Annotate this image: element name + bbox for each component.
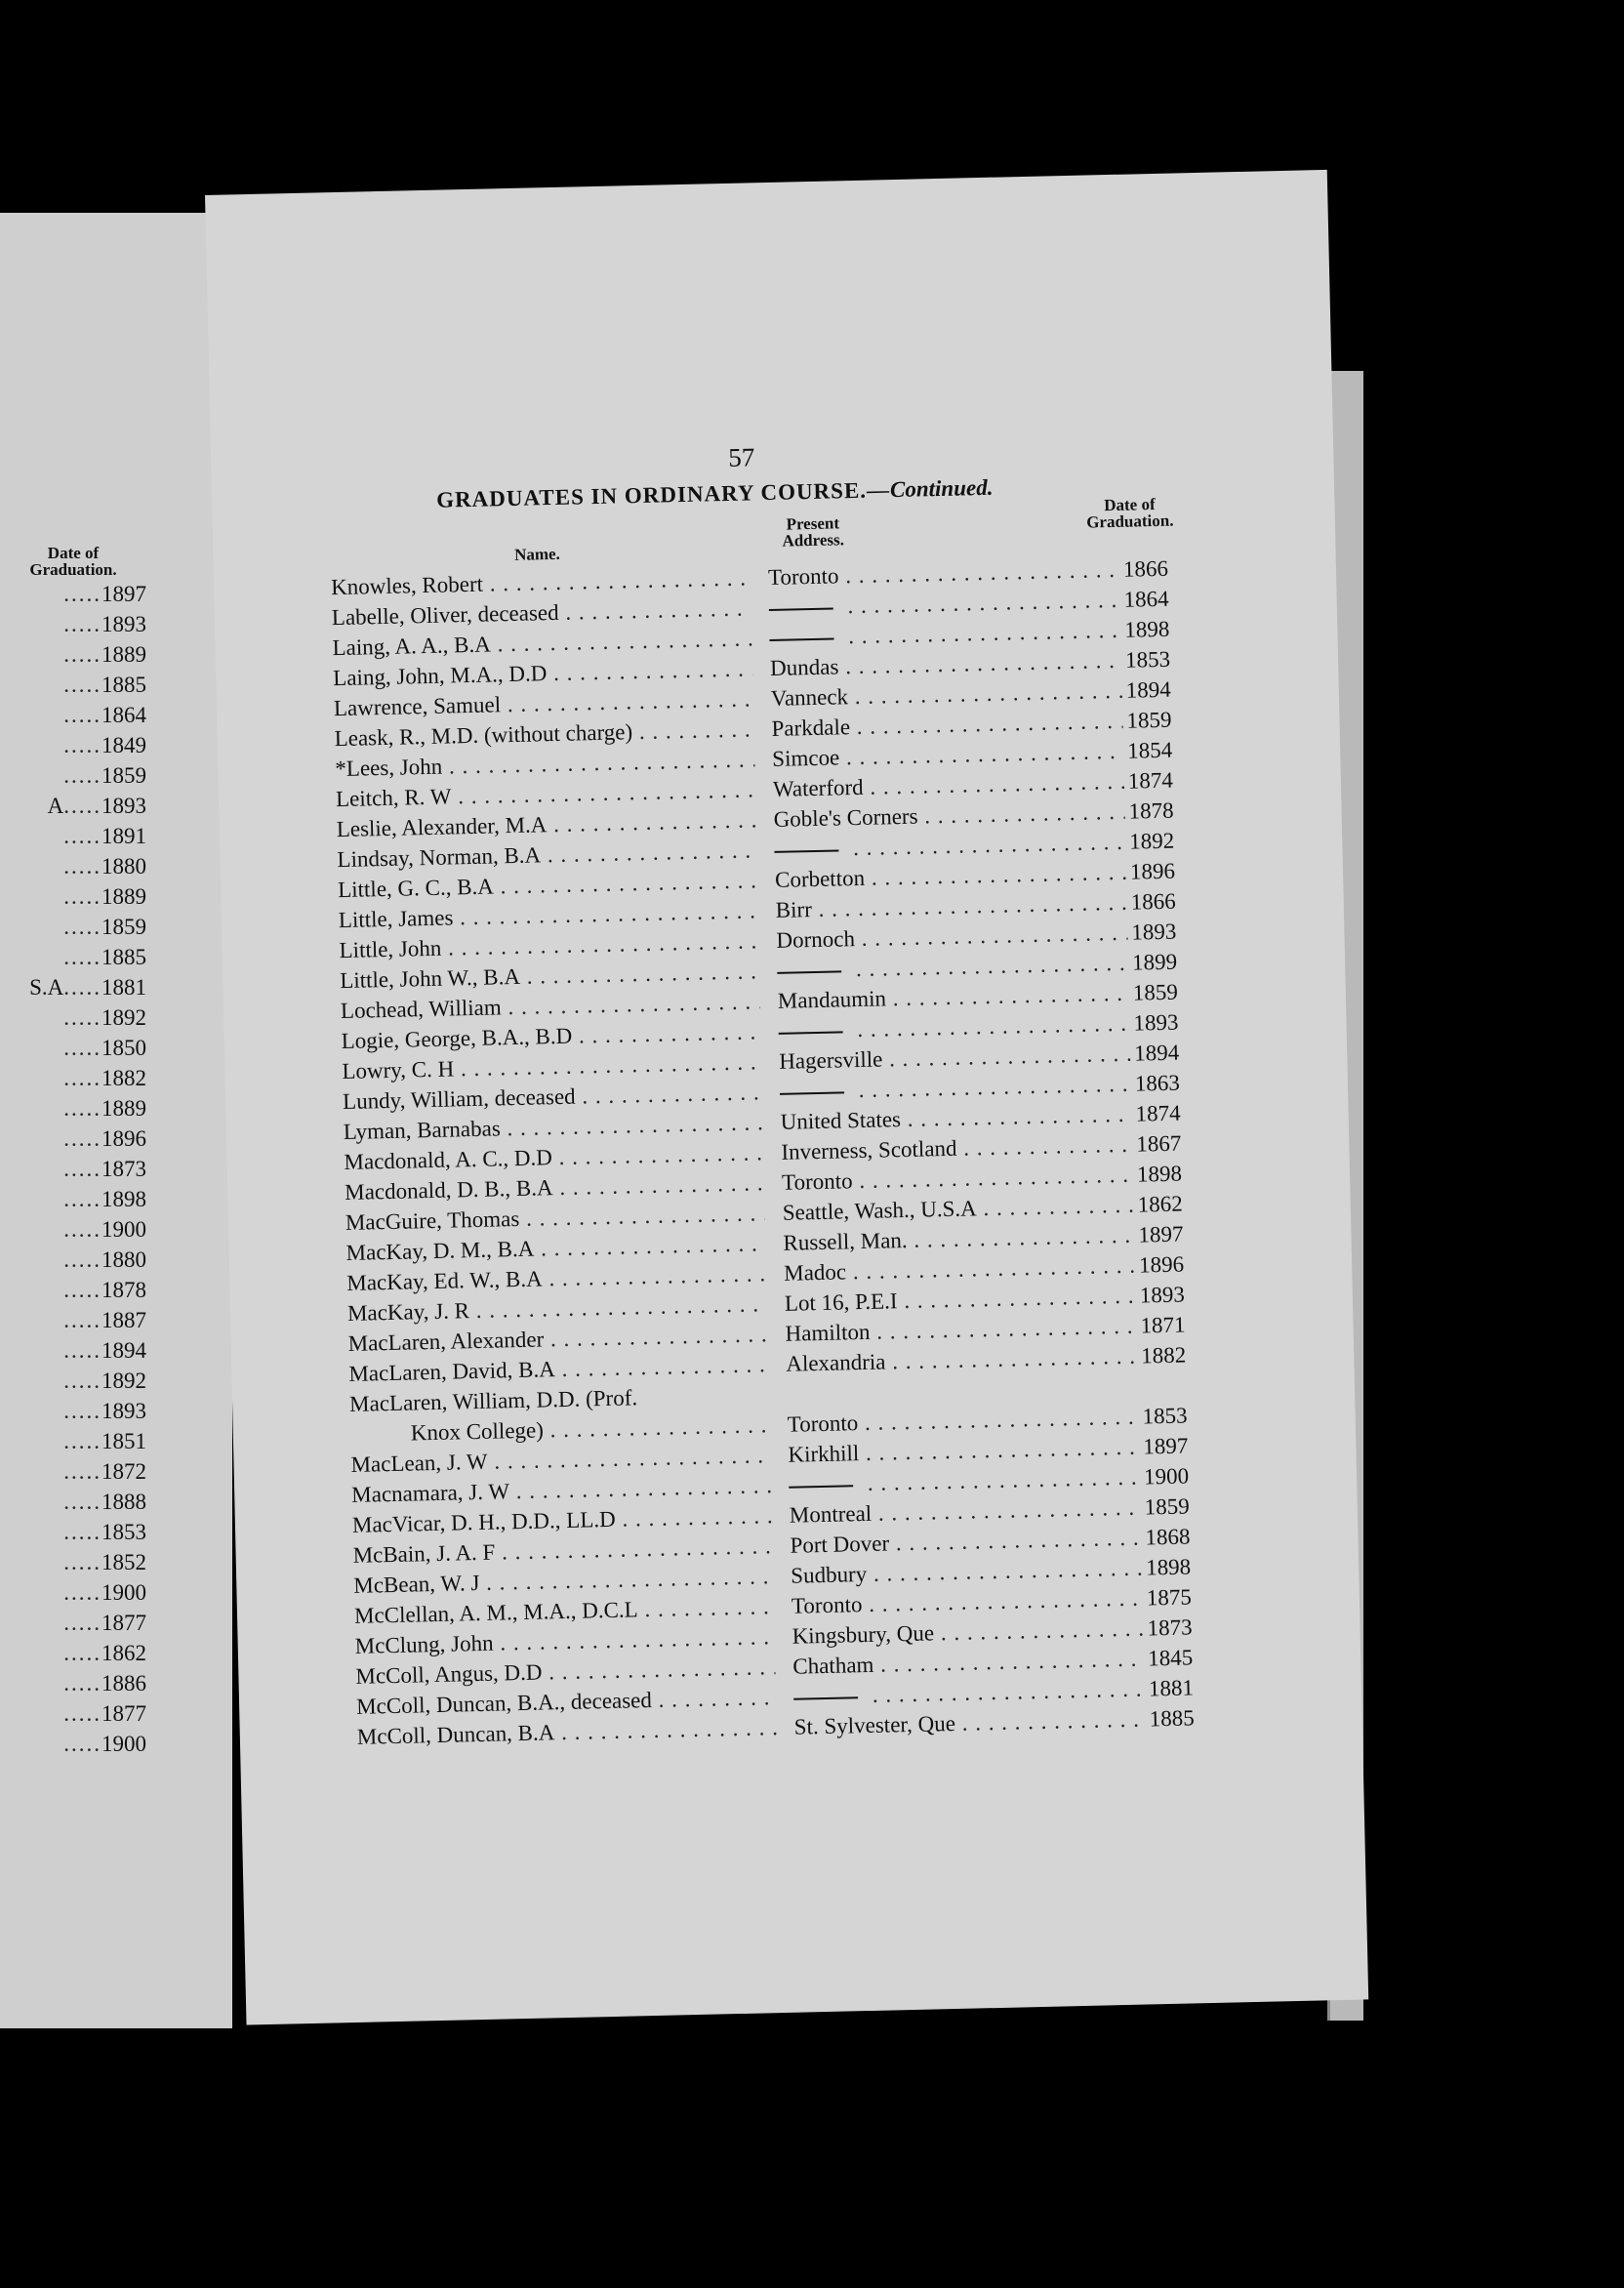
graduate-address: United States . . . xyxy=(780,1102,1131,1135)
left-year-row xyxy=(0,1701,146,1732)
graduation-year: 1896 xyxy=(1138,1251,1185,1278)
left-date-header-line1: Date of xyxy=(47,544,100,562)
graduate-name: MacKay, J. R . . . xyxy=(347,1291,767,1327)
graduate-address: Lot 16, P.E.I . . . xyxy=(785,1284,1136,1317)
leader-dots: ..... xyxy=(63,703,102,727)
graduate-address: Hamilton . . . xyxy=(785,1314,1136,1347)
leader-dots: ..... xyxy=(63,1429,102,1453)
graduate-name: Macdonald, D. B., B.A . . . xyxy=(345,1170,764,1205)
graduation-year: 1882 xyxy=(1140,1342,1187,1369)
graduate-address: Kirkhill . . . xyxy=(788,1435,1139,1468)
left-year-row xyxy=(0,1036,146,1066)
leader-dots: ..... xyxy=(63,1671,102,1696)
left-year: 1892 xyxy=(102,1369,146,1393)
leader-dots: ..... xyxy=(63,1096,102,1121)
graduation-year: 1866 xyxy=(1122,555,1169,582)
graduation-year: 1899 xyxy=(1131,949,1178,975)
left-year-row xyxy=(0,1429,146,1459)
graduate-name: Little, G. C., B.A . . . xyxy=(338,868,757,903)
graduation-year: 1896 xyxy=(1129,858,1176,884)
left-year-row xyxy=(0,763,146,794)
graduate-address: Corbetton . . . xyxy=(775,860,1126,893)
left-year: 1900 xyxy=(102,1580,146,1605)
graduate-name: McColl, Duncan, B.A . . . xyxy=(357,1715,777,1750)
graduate-address: Montreal . . . xyxy=(790,1495,1141,1529)
graduate-name: Macdonald, A. C., D.D . . . xyxy=(344,1140,763,1175)
leader-dots: ..... xyxy=(63,1580,102,1605)
left-year: 1862 xyxy=(102,1641,146,1665)
left-year-row xyxy=(0,673,146,703)
graduate-address: Birr . . . xyxy=(775,890,1126,923)
left-year: 1859 xyxy=(102,763,146,788)
left-year-row xyxy=(0,1126,146,1157)
left-year: 1882 xyxy=(102,1066,146,1090)
graduate-name: MacKay, Ed. W., B.A . . . xyxy=(346,1261,766,1296)
left-year: 1889 xyxy=(102,642,146,667)
graduate-name: Little, John . . . xyxy=(339,928,758,963)
graduate-address: Toronto . . . xyxy=(782,1163,1133,1196)
document-page xyxy=(205,170,1368,2025)
graduation-year: 1853 xyxy=(1124,646,1171,673)
graduate-address: Inverness, Scotland . . . xyxy=(781,1132,1132,1165)
left-year-row xyxy=(0,1096,146,1126)
leader-dots: ..... xyxy=(63,945,102,969)
left-year-row xyxy=(0,612,146,642)
leader-dots: ..... xyxy=(63,1732,102,1756)
left-year-row xyxy=(0,1671,146,1701)
left-year: 1889 xyxy=(102,1096,146,1121)
column-header-address-line1: Present xyxy=(786,513,840,534)
graduation-year: 1900 xyxy=(1143,1463,1190,1490)
left-year-row xyxy=(0,1490,146,1520)
graduate-name: McColl, Angus, D.D . . . xyxy=(355,1655,775,1690)
left-year-row xyxy=(0,703,146,733)
page-heading-main: GRADUATES IN ORDINARY COURSE.— xyxy=(435,477,891,512)
leader-dots: ..... xyxy=(63,1399,102,1423)
graduation-year: 1866 xyxy=(1130,888,1176,915)
graduate-name: MacVicar, D. H., D.D., LL.D . . . xyxy=(352,1503,772,1538)
graduate-name: Leask, R., M.D. (without charge) . . . xyxy=(334,716,753,752)
leader-dots: ..... xyxy=(63,1338,102,1363)
graduate-address: Dundas . . . xyxy=(770,648,1121,681)
leader-dots: ..... xyxy=(63,673,102,697)
left-year: 1900 xyxy=(102,1732,146,1756)
graduate-name: Macnamara, J. W . . . xyxy=(351,1473,771,1508)
left-year-row xyxy=(0,1399,146,1429)
leader-dots: ..... xyxy=(63,642,102,667)
left-year-row xyxy=(0,915,146,945)
left-year-row xyxy=(0,1611,146,1641)
left-year-row xyxy=(0,1308,146,1338)
graduate-name: Lowry, C. H . . . xyxy=(342,1049,761,1084)
left-year: 1896 xyxy=(102,1126,146,1151)
graduation-year: 1862 xyxy=(1137,1191,1183,1217)
left-date-header xyxy=(0,545,146,578)
graduation-year: 1845 xyxy=(1147,1645,1194,1671)
leader-dots: ..... xyxy=(63,1036,102,1060)
graduate-address: Madoc . . . xyxy=(784,1253,1135,1287)
leader-dots: ..... xyxy=(63,582,102,606)
left-year-row xyxy=(0,1005,146,1036)
left-year: 1877 xyxy=(102,1611,146,1635)
graduate-name: Lawrence, Samuel . . . xyxy=(334,686,753,721)
graduation-year: 1894 xyxy=(1125,676,1172,703)
left-year-row xyxy=(0,975,146,1005)
graduate-address: Hagersville . . . xyxy=(779,1042,1130,1075)
previous-page-fragment xyxy=(0,213,232,2028)
leader-dots: ..... xyxy=(63,1278,102,1302)
left-year: 1877 xyxy=(102,1701,146,1726)
left-year: 1893 xyxy=(102,794,146,818)
left-year: 1885 xyxy=(102,945,146,969)
column-header-date xyxy=(1056,495,1203,531)
left-year: 1893 xyxy=(102,612,146,636)
left-year-row xyxy=(0,1641,146,1671)
graduate-address: Parkdale . . . xyxy=(771,709,1122,742)
graduation-year: 1854 xyxy=(1126,737,1173,763)
column-header-date-line2: Graduation. xyxy=(1085,511,1174,532)
graduation-year: 1898 xyxy=(1124,616,1170,642)
graduate-name: Knox College) . . . xyxy=(350,1412,770,1448)
graduate-name: *Lees, John . . . xyxy=(335,747,754,782)
leader-dots: ..... xyxy=(63,1005,102,1030)
left-year-row xyxy=(0,582,146,612)
page-heading-continued: Continued. xyxy=(889,474,994,503)
leader-dots: ..... xyxy=(63,1459,102,1484)
graduate-address: Kingsbury, Que . . . xyxy=(792,1616,1143,1650)
left-year: 1859 xyxy=(102,915,146,939)
graduate-name: Leslie, Alexander, M.A . . . xyxy=(336,807,755,842)
graduate-address: Seattle, Wash., U.S.A . . . xyxy=(783,1193,1134,1226)
left-year-row xyxy=(0,1278,146,1308)
graduate-name: Lindsay, Norman, B.A . . . xyxy=(337,838,756,873)
left-year: 1849 xyxy=(102,733,146,757)
left-year: 1850 xyxy=(102,1036,146,1060)
graduation-year: 1859 xyxy=(1132,979,1179,1005)
left-year: 1887 xyxy=(102,1308,146,1332)
graduation-year: 1893 xyxy=(1139,1282,1186,1308)
graduation-year: 1897 xyxy=(1138,1221,1184,1247)
graduation-year: 1885 xyxy=(1149,1705,1195,1732)
left-year: 1891 xyxy=(102,824,146,848)
graduate-name: McClellan, A. M., M.A., D.C.L . . . xyxy=(354,1594,774,1629)
leader-dots: ..... xyxy=(63,1520,102,1544)
graduation-year: 1897 xyxy=(1143,1433,1189,1459)
left-date-header-line2: Graduation. xyxy=(29,560,117,579)
left-year-row xyxy=(0,884,146,915)
leader-dots: ..... xyxy=(63,1701,102,1726)
leader-dots: ..... xyxy=(63,915,102,939)
left-name-fragment: S.A xyxy=(29,975,64,1000)
left-year-row xyxy=(0,1550,146,1580)
left-year: 1878 xyxy=(102,1278,146,1302)
left-year-row xyxy=(0,854,146,884)
left-year-row xyxy=(0,1520,146,1550)
graduate-name: MacLaren, Alexander . . . xyxy=(347,1322,767,1357)
leader-dots: ..... xyxy=(63,1369,102,1393)
graduation-year: 1874 xyxy=(1135,1100,1181,1126)
graduation-year: 1894 xyxy=(1133,1040,1180,1066)
leader-dots: ..... xyxy=(63,763,102,788)
leader-dots: ..... xyxy=(63,884,102,909)
graduate-name: MacLean, J. W . . . xyxy=(350,1443,770,1478)
left-year: 1889 xyxy=(102,884,146,909)
leader-dots: ..... xyxy=(63,1641,102,1665)
graduate-name: McBean, W. J . . . xyxy=(353,1564,773,1599)
left-year: 1881 xyxy=(102,975,146,1000)
graduate-name: Logie, George, B.A., B.D . . . xyxy=(341,1019,760,1054)
graduate-name: Laing, John, M.A., D.D . . . xyxy=(333,656,752,691)
column-header-name: Name. xyxy=(513,544,561,564)
graduate-name: Little, James . . . xyxy=(339,898,758,933)
left-year: 1898 xyxy=(102,1187,146,1211)
graduate-address: Chatham . . . xyxy=(792,1647,1144,1680)
graduation-year: 1868 xyxy=(1145,1524,1191,1550)
leader-dots: ..... xyxy=(63,1308,102,1332)
left-year-row xyxy=(0,794,146,824)
leader-dots: ..... xyxy=(63,1157,102,1181)
leader-dots: ..... xyxy=(63,975,102,1000)
left-year-row xyxy=(0,642,146,673)
leader-dots: ..... xyxy=(63,1550,102,1574)
left-year-row xyxy=(0,1247,146,1278)
graduate-address: Russell, Man. . . . xyxy=(783,1223,1134,1256)
column-header-address xyxy=(759,514,868,550)
graduate-address: Waterford . . . xyxy=(773,769,1124,802)
graduation-year: 1859 xyxy=(1126,707,1172,733)
leader-dots: ..... xyxy=(63,1611,102,1635)
leader-dots: ..... xyxy=(63,1126,102,1151)
graduation-year: 1881 xyxy=(1148,1675,1195,1701)
graduation-year: 1878 xyxy=(1128,797,1174,824)
left-year: 1873 xyxy=(102,1157,146,1181)
graduate-name: Lochead, William . . . xyxy=(341,989,760,1024)
left-year-row xyxy=(0,824,146,854)
left-year: 1872 xyxy=(102,1459,146,1484)
graduation-year: 1871 xyxy=(1140,1312,1186,1338)
left-name-fragment: A xyxy=(47,794,64,818)
left-year-row xyxy=(0,1157,146,1187)
left-year: 1880 xyxy=(102,854,146,878)
graduation-year: 1892 xyxy=(1128,828,1175,854)
left-year: 1885 xyxy=(102,673,146,697)
graduation-year: 1893 xyxy=(1133,1009,1179,1036)
column-header-address-line2: Address. xyxy=(782,530,845,551)
graduation-year: 1853 xyxy=(1142,1403,1188,1429)
left-year-row xyxy=(0,1369,146,1399)
leader-dots: ..... xyxy=(63,1247,102,1272)
graduation-year: 1874 xyxy=(1127,767,1174,794)
graduate-name: Labelle, Oliver, deceased . . . xyxy=(332,595,751,631)
graduate-address: Goble's Corners . . . xyxy=(773,799,1124,833)
graduation-year: 1898 xyxy=(1145,1554,1192,1580)
graduate-name: MacKay, D. M., B.A . . . xyxy=(345,1231,765,1266)
leader-dots: ..... xyxy=(63,1217,102,1242)
graduates-list xyxy=(331,555,1236,1755)
left-year: 1900 xyxy=(102,1217,146,1242)
graduate-name: McClung, John . . . xyxy=(354,1624,774,1659)
graduate-address: Dornoch . . . xyxy=(776,920,1127,954)
graduate-address: St. Sylvester, Que . . . xyxy=(793,1707,1145,1740)
graduation-year: 1873 xyxy=(1147,1614,1193,1641)
left-year: 1880 xyxy=(102,1247,146,1272)
graduate-address: Toronto . . . xyxy=(787,1405,1138,1438)
leader-dots: ..... xyxy=(63,1187,102,1211)
graduation-year: 1863 xyxy=(1134,1070,1181,1096)
graduate-address: Toronto . . . xyxy=(792,1586,1143,1619)
left-year: 1897 xyxy=(102,582,146,606)
graduate-name: MacLaren, William, D.D. (Prof. xyxy=(348,1385,638,1416)
graduation-year xyxy=(1142,1372,1200,1373)
graduate-name: Little, John W., B.A . . . xyxy=(340,959,759,994)
graduate-name: McBain, J. A. F . . . xyxy=(352,1533,772,1569)
left-year: 1853 xyxy=(102,1520,146,1544)
graduate-address: Simcoe . . . xyxy=(772,739,1123,772)
leader-dots: ..... xyxy=(63,794,102,818)
leader-dots: ..... xyxy=(63,854,102,878)
left-year: 1892 xyxy=(102,1005,146,1030)
graduation-year: 1875 xyxy=(1146,1584,1193,1611)
left-year-row xyxy=(0,733,146,763)
leader-dots: ..... xyxy=(63,824,102,848)
left-year-row xyxy=(0,1066,146,1096)
graduate-address: Toronto . . . xyxy=(768,557,1119,591)
left-year: 1886 xyxy=(102,1671,146,1696)
graduate-address: Vanneck . . . xyxy=(771,678,1122,712)
page-number: 57 xyxy=(727,442,755,472)
graduate-name: Lyman, Barnabas . . . xyxy=(344,1110,763,1145)
leader-dots: ..... xyxy=(63,1066,102,1090)
left-year: 1893 xyxy=(102,1399,146,1423)
graduate-address: Alexandria . . . xyxy=(786,1344,1137,1377)
left-year-row xyxy=(0,1732,146,1762)
leader-dots: ..... xyxy=(63,733,102,757)
column-header-date-line1: Date of xyxy=(1104,494,1156,515)
leader-dots: ..... xyxy=(63,612,102,636)
leader-dots: ..... xyxy=(63,1490,102,1514)
graduate-address: Sudbury . . . xyxy=(791,1556,1142,1589)
left-year-row xyxy=(0,1580,146,1611)
graduation-year: 1859 xyxy=(1144,1493,1191,1520)
graduate-name: McColl, Duncan, B.A., deceased . . . xyxy=(356,1685,776,1720)
page-heading xyxy=(436,475,994,513)
graduate-name: MacGuire, Thomas . . . xyxy=(345,1201,765,1236)
left-year-row xyxy=(0,1217,146,1247)
left-year-row xyxy=(0,1338,146,1369)
left-year-column xyxy=(0,582,146,1762)
left-year: 1894 xyxy=(102,1338,146,1363)
left-year-row xyxy=(0,1187,146,1217)
left-year: 1851 xyxy=(102,1429,146,1453)
left-year: 1888 xyxy=(102,1490,146,1514)
graduation-year: 1898 xyxy=(1136,1161,1183,1187)
graduate-name: Knowles, Robert . . . xyxy=(331,565,751,600)
left-year-row xyxy=(0,1459,146,1490)
graduation-year: 1893 xyxy=(1131,919,1177,945)
graduate-name: Lundy, William, deceased . . . xyxy=(343,1080,762,1115)
left-year-row xyxy=(0,945,146,975)
graduate-name: MacLaren, David, B.A . . . xyxy=(348,1352,768,1387)
left-year: 1864 xyxy=(102,703,146,727)
graduation-year: 1864 xyxy=(1123,586,1169,612)
graduate-name: Leitch, R. W . . . xyxy=(336,777,755,812)
graduate-address: Mandaumin . . . xyxy=(778,981,1129,1014)
left-year: 1852 xyxy=(102,1550,146,1574)
graduate-address: Port Dover . . . xyxy=(790,1526,1141,1559)
graduation-year: 1867 xyxy=(1136,1130,1182,1157)
graduate-name: Laing, A. A., B.A . . . xyxy=(332,626,751,661)
